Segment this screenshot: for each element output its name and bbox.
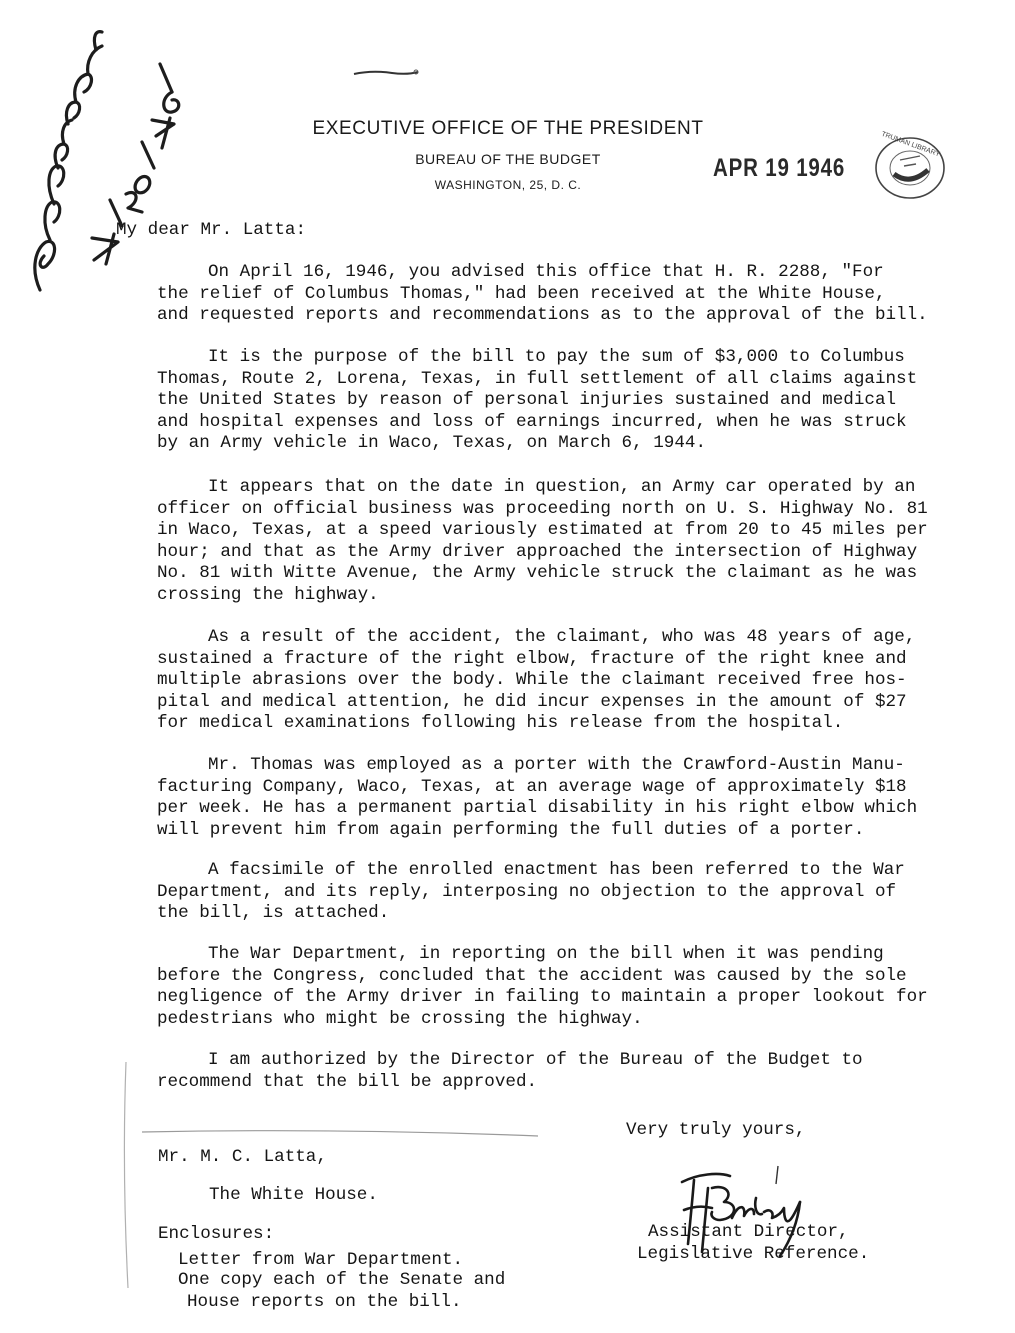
paragraph-line: before the Congress, concluded that the accident was caused by the sole xyxy=(157,965,907,986)
paragraph-line: the United States by reason of personal injuries sustained and medical xyxy=(157,390,897,411)
paragraph-6 xyxy=(157,860,905,925)
paragraph-line: recommend that the bill be approved. xyxy=(157,1071,538,1092)
paper-clip-mark xyxy=(352,66,422,80)
paragraph-line: It appears that on the date in question, an Army car operated by an xyxy=(208,477,916,497)
paragraph-8 xyxy=(157,1050,863,1093)
paragraph-line: I am authorized by the Director of the Bureau of the Budget to xyxy=(208,1050,863,1070)
paragraph-2 xyxy=(157,347,917,455)
paragraph-line: It is the purpose of the bill to pay the sum of $3,000 to Columbus xyxy=(208,347,905,367)
paragraph-4 xyxy=(157,627,915,735)
paragraph-line: sustained a fracture of the right elbow, fracture of the right knee and xyxy=(157,648,907,669)
paragraph-line: the relief of Columbus Thomas," had been received at the White House, xyxy=(157,283,886,304)
paragraph-line: multiple abrasions over the body. While the claimant received free hos- xyxy=(157,670,907,691)
paragraph-line: in Waco, Texas, at a speed variously estimated at from 20 to 45 miles per xyxy=(157,520,928,541)
paragraph-line: pital and medical attention, he did incur expenses in the amount of $27 xyxy=(157,691,907,712)
paragraph-line: per week. He has a permanent partial disability in his right elbow which xyxy=(157,798,918,819)
paragraph-line: pedestrians who might be crossing the highway. xyxy=(157,1008,643,1029)
paragraph-line: negligence of the Army driver in failing to maintain a proper lookout for xyxy=(157,987,928,1008)
enclosure-item: House reports on the bill. xyxy=(187,1292,462,1312)
paragraph-1 xyxy=(157,262,928,327)
enclosure-item: One copy each of the Senate and xyxy=(178,1270,506,1290)
paragraph-line: for medical examinations following his release from the hospital. xyxy=(157,713,844,734)
paragraph-line: hour; and that as the Army driver approached the intersection of Highway xyxy=(157,541,918,562)
paragraph-line: will prevent him from again performing the full duties of a porter. xyxy=(157,819,865,840)
enclosure-item: Letter from War Department. xyxy=(178,1250,464,1270)
paragraph-3 xyxy=(157,477,928,607)
paragraph-line: and requested reports and recommendations as to the approval of the bill. xyxy=(157,305,928,326)
handwritten-approval-note xyxy=(22,28,182,298)
paragraph-line: and hospital expenses and loss of earnings incurred, when he was struck xyxy=(157,411,907,432)
paragraph-line: Thomas, Route 2, Lorena, Texas, in full settlement of all claims against xyxy=(157,368,918,389)
addressee-location: The White House. xyxy=(209,1185,378,1205)
paragraph-line: On April 16, 1946, you advised this office that H. R. 2288, "For xyxy=(208,262,884,282)
paragraph-line: Department, and its reply, interposing no objection to the approval of xyxy=(157,881,897,902)
paragraph-5 xyxy=(157,755,917,841)
paragraph-line: crossing the highway. xyxy=(157,584,379,605)
addressee-name: Mr. M. C. Latta, xyxy=(158,1147,327,1167)
faint-rule xyxy=(140,1126,540,1138)
signer-title-line2: Legislative Reference. xyxy=(637,1244,870,1264)
paragraph-line: by an Army vehicle in Waco, Texas, on March 6, 1944. xyxy=(157,433,707,454)
seal-lettering: TRUMAN LIBRARY xyxy=(880,130,941,159)
paragraph-line: the bill, is attached. xyxy=(157,903,390,924)
signer-title-line1: Assistant Director, xyxy=(648,1222,849,1242)
letterhead-city: WASHINGTON, 25, D. C. xyxy=(434,178,582,192)
letterhead-office: EXECUTIVE OFFICE OF THE PRESIDENT xyxy=(312,118,704,139)
paragraph-line: A facsimile of the enrolled enactment has been referred to the War xyxy=(208,860,905,880)
letterhead-bureau: BUREAU OF THE BUDGET xyxy=(415,151,601,167)
salutation: My dear Mr. Latta: xyxy=(116,220,307,240)
enclosures-label: Enclosures: xyxy=(158,1224,275,1244)
margin-mark xyxy=(118,1060,134,1290)
complimentary-close: Very truly yours, xyxy=(626,1120,806,1140)
paragraph-line: facturing Company, Waco, Texas, at an average wage of approximately $18 xyxy=(157,776,907,797)
paragraph-line: The War Department, in reporting on the bill when it was pending xyxy=(208,944,884,964)
paragraph-line: officer on official business was proceeding north on U. S. Highway No. 81 xyxy=(157,498,928,519)
paragraph-line: Mr. Thomas was employed as a porter with the Crawford-Austin Manu- xyxy=(208,755,905,775)
paragraph-line: As a result of the accident, the claimant, who was 48 years of age, xyxy=(208,627,916,647)
truman-library-seal xyxy=(870,130,950,204)
paragraph-7 xyxy=(157,944,928,1030)
paragraph-line: No. 81 with Witte Avenue, the Army vehicle struck the claimant as he was xyxy=(157,563,918,584)
received-date-stamp: APR 19 1946 xyxy=(713,154,846,182)
